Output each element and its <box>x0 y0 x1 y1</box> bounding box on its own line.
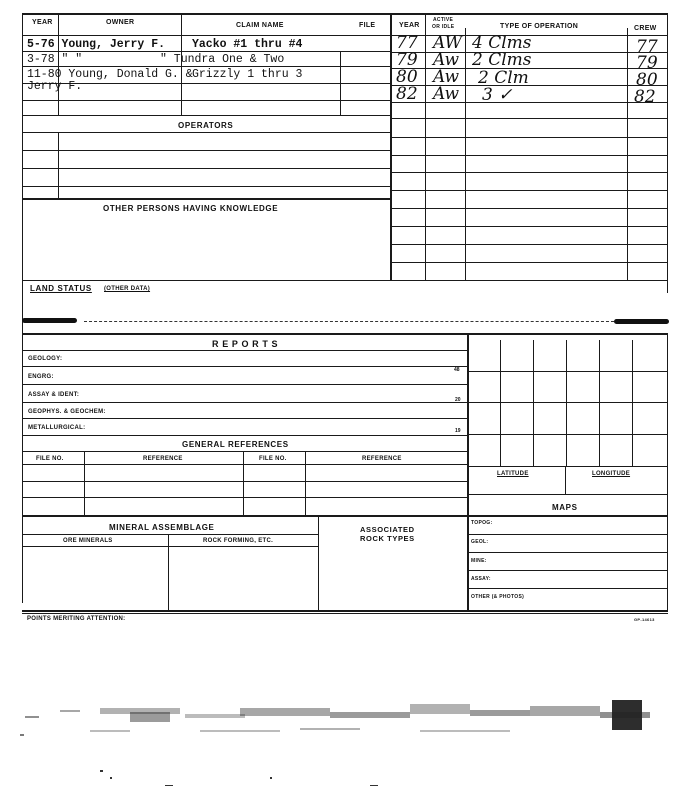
mineral-col-divider <box>168 534 169 611</box>
report-metallurgical-number: 19 <box>455 428 461 434</box>
map-grid-col <box>533 340 534 467</box>
claim-row-1-owner: 5-76 Young, Jerry F. <box>27 38 166 51</box>
activity-row-line <box>390 118 667 119</box>
land-status-sub: (OTHER DATA) <box>104 286 151 292</box>
year-header: YEAR <box>32 19 53 26</box>
report-engrg: ENGRG: <box>28 374 54 380</box>
activity-3-operation: 2 Clm <box>478 68 529 88</box>
reports-line <box>22 435 467 436</box>
scan-noise-dots <box>90 765 390 795</box>
refs-col-file-no-1: FILE NO. <box>36 456 64 462</box>
claim-row-2-owner: 3-78 " " <box>27 53 83 66</box>
map-grid-col <box>500 340 501 467</box>
activity-2-year: 79 <box>396 50 418 70</box>
refs-col-reference-2: REFERENCE <box>362 456 402 462</box>
operators-bottom-line <box>22 198 390 200</box>
report-metallurgical: METALLURGICAL: <box>28 425 86 431</box>
header-bottom-line <box>22 35 668 36</box>
claim-row-2-name: " Tundra One & Two <box>160 53 285 66</box>
reports-line <box>22 350 467 351</box>
operators-col-divider <box>58 132 59 198</box>
rock-forming-label: ROCK FORMING, ETC. <box>203 538 274 544</box>
activity-1-operation: 4 Clms <box>472 33 532 53</box>
activity-1-crew: 77 <box>636 37 658 57</box>
form-number: GP-14613 <box>634 617 655 622</box>
activity-2-status: Aw <box>433 50 460 70</box>
bottom-line <box>22 610 668 612</box>
maps-mine: MINE: <box>471 558 487 564</box>
report-engrg-number: 48 <box>454 367 460 373</box>
points-meriting-attention: POINTS MERITING ATTENTION: <box>27 616 126 622</box>
longitude-label: LONGITUDE <box>592 471 631 477</box>
file-header: FILE <box>359 22 376 29</box>
land-status-label: LAND STATUS <box>30 284 92 293</box>
mineral-line <box>22 546 318 547</box>
map-grid-row <box>467 402 667 403</box>
maps-line <box>467 570 667 571</box>
year-header-2: YEAR <box>399 22 420 29</box>
associated-label: ASSOCIATED <box>360 525 415 534</box>
activity-3-status: Aw <box>433 67 460 87</box>
operators-line <box>22 132 390 133</box>
activity-3-year: 80 <box>396 67 418 87</box>
owner-header: OWNER <box>106 19 135 26</box>
maps-other: OTHER (& PHOTOS) <box>471 594 525 600</box>
or-idle-header: OR IDLE <box>432 24 455 30</box>
activity-2-crew: 79 <box>636 53 658 73</box>
year-col-right-divider <box>425 13 426 281</box>
reports-line <box>22 384 467 385</box>
refs-col-divider <box>84 451 85 515</box>
reports-line <box>22 418 467 419</box>
report-geology: GEOLOGY: <box>28 356 63 362</box>
map-grid-col <box>566 340 567 467</box>
activity-row-line <box>390 226 667 227</box>
main-vertical-divider <box>390 13 392 281</box>
others-bottom-line <box>22 280 668 281</box>
ore-minerals-label: ORE MINERALS <box>63 538 113 544</box>
reports-line <box>22 402 467 403</box>
reports-title: R E P O R T S <box>212 339 279 349</box>
row-line <box>22 115 390 116</box>
report-geophys-number: 20 <box>455 397 461 403</box>
map-grid-col <box>632 340 633 467</box>
activity-2-operation: 2 Clms <box>472 50 532 70</box>
refs-bottom-line <box>22 515 467 517</box>
reports-line <box>22 366 467 367</box>
dashed-separator <box>84 321 614 322</box>
activity-row-line <box>390 244 667 245</box>
row-line <box>22 100 390 101</box>
coords-bottom-line <box>467 494 667 495</box>
map-grid-col <box>599 340 600 467</box>
refs-line <box>22 481 467 482</box>
activity-row-line <box>390 172 667 173</box>
report-assay: ASSAY & IDENT: <box>28 392 80 398</box>
maps-title: MAPS <box>552 503 578 512</box>
mineral-assemblage-title: MINERAL ASSEMBLAGE <box>109 523 215 532</box>
map-grid-row <box>467 466 667 467</box>
file-col-divider <box>340 51 341 115</box>
row-line <box>22 66 390 67</box>
latitude-label: LATITUDE <box>497 471 529 477</box>
claim-row-3-name: Grizzly 1 thru 3 <box>192 68 303 81</box>
claim-row-3-owner: 11-80 Young, Donald G. & <box>27 68 193 81</box>
maps-topog: TOPOG: <box>471 520 493 526</box>
activity-4-status: Aw <box>433 84 460 104</box>
ink-smudge <box>22 318 77 323</box>
maps-line <box>467 534 667 535</box>
activity-1-status: AW <box>433 33 463 53</box>
operators-line <box>22 186 390 187</box>
reports-top-line <box>22 333 668 335</box>
refs-line <box>22 451 467 452</box>
activity-4-crew: 82 <box>634 87 656 107</box>
lat-long-divider <box>565 466 566 494</box>
ink-smudge <box>614 319 669 324</box>
top-border <box>22 13 668 15</box>
crew-header: CREW <box>634 25 657 32</box>
refs-line <box>22 497 467 498</box>
mineral-col-divider <box>318 515 319 611</box>
activity-row-line <box>390 262 667 263</box>
report-geophys: GEOPHYS. & GEOCHEM: <box>28 409 106 415</box>
activity-1-year: 77 <box>396 33 418 53</box>
maps-line <box>467 552 667 553</box>
other-persons-title: OTHER PERSONS HAVING KNOWLEDGE <box>103 204 279 213</box>
operators-title: OPERATORS <box>178 121 234 130</box>
refs-line <box>22 464 467 465</box>
type-of-operation-header: TYPE OF OPERATION <box>500 23 579 30</box>
activity-3-crew: 80 <box>636 70 658 90</box>
active-header: ACTIVE <box>433 17 454 23</box>
rock-types-label: ROCK TYPES <box>360 534 415 543</box>
maps-geol: GEOL: <box>471 539 489 545</box>
maps-line <box>467 515 667 517</box>
refs-col-reference-1: REFERENCE <box>143 456 183 462</box>
refs-col-divider <box>305 451 306 515</box>
map-grid-right-border <box>667 333 668 611</box>
operators-line <box>22 150 390 151</box>
map-grid-row <box>467 371 667 372</box>
right-border <box>667 13 668 293</box>
row-line <box>22 51 390 52</box>
claim-name-header: CLAIM NAME <box>236 22 284 29</box>
activity-row-line <box>390 102 667 103</box>
claim-row-1-name: Yacko #1 thru #4 <box>192 38 303 51</box>
general-references-title: GENERAL REFERENCES <box>182 440 289 449</box>
activity-row-line <box>390 155 667 156</box>
activity-row-line <box>390 208 667 209</box>
maps-assay: ASSAY: <box>471 576 491 582</box>
operators-line <box>22 168 390 169</box>
activity-row-line <box>390 137 667 138</box>
refs-col-divider <box>243 451 244 515</box>
refs-col-file-no-2: FILE NO. <box>259 456 287 462</box>
activity-row-line <box>390 190 667 191</box>
activity-4-operation: 3 ✓ <box>482 85 513 105</box>
scan-noise-band <box>0 690 678 750</box>
map-grid-row <box>467 434 667 435</box>
activity-4-year: 82 <box>396 84 418 104</box>
claim-row-4-owner: Jerry F. <box>27 80 83 93</box>
bottom-line-thin <box>22 613 668 614</box>
mineral-line <box>22 534 318 535</box>
maps-line <box>467 588 667 589</box>
